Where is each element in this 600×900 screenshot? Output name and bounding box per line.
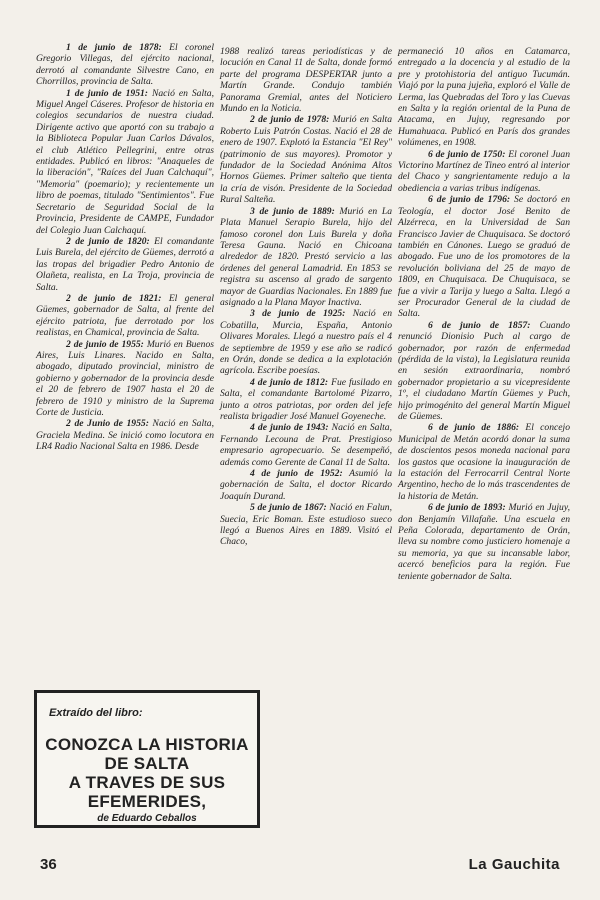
entry-text: Nació en Salta, Fernando Lecouna de Prat. Prestigioso empresario agropecuario. Se desempeñó, además como Gerente de Canal 11 de Salta.: [220, 422, 392, 468]
entry-date: 4 de junio de 1812:: [250, 376, 329, 388]
efemeride-entry: [36, 88, 214, 236]
entry-text: El general Güemes, gobernador de Salta, al frente del ejército patriota, fue derrotado por los realistas, en Chamical, provincia de Salta.: [36, 292, 214, 339]
efemeride-entry: [220, 46, 392, 114]
efemeride-entry: [398, 320, 570, 423]
entry-date: 6 de junio de 1886:: [428, 422, 520, 434]
publication-name: La Gauchita: [468, 856, 560, 873]
efemeride-entry: [220, 422, 392, 468]
entry-date: 1 de junio de 1878:: [66, 42, 162, 53]
entry-date: 4 de junio de 1952:: [250, 468, 343, 480]
efemeride-entry: [220, 308, 392, 376]
entry-date: 2 de junio de 1978:: [250, 114, 330, 126]
entry-date: 6 de junio de 1750:: [428, 148, 506, 160]
entry-text: Asumió la gobernación de Salta, el doctor Ricardo Joaquín Durand.: [220, 468, 392, 502]
entry-text: El comandante Luis Burela, del ejército de Güemes, derrotó a las tropas del brigadier Pedro Antonio de Olañeta, realista, en La Troja, provincia de Salta.: [36, 235, 214, 293]
entry-date: 5 de junio de 1867:: [250, 502, 327, 514]
entry-text: 1988 realizó tareas periodísticas y de locución en Canal 11 de Salta, donde formó parte del programa DESPERTAR junto a Martín Grande. Condujo también Panorama Gremial, antes del Noticiero Mundo en la Noticia.: [220, 46, 392, 115]
efemeride-entry: [36, 339, 214, 419]
efemeride-entry: [220, 114, 392, 205]
efemeride-entry: [398, 422, 570, 502]
entry-text: Fue fusilado en Salta, el comandante Bartolomé Pizarro, junto a otros patriotas, por orden del jefe realista brigadier José Manuel Goyeneche.: [220, 376, 392, 422]
entry-text: El coronel Gregorio Villegas, del ejército nacional, derrotó al comandante Silvestre Cano, en Chorrillos, provincia de Salta.: [36, 42, 214, 88]
efemeride-entry: [36, 293, 214, 339]
efemeride-entry: [398, 194, 570, 319]
page-number: 36: [40, 856, 57, 873]
entry-text: El coronel Juan Victorino Martínez de Tineo entró al interior del Chaco y sangrientamente redujo a la obediencia a varias tribus indígenas.: [398, 148, 570, 194]
efemeride-entry: [398, 502, 570, 582]
entry-text: permaneció 10 años en Catamarca, entregado a la docencia y al estudio de la pre y protohistoria del antiguo Tucumán. Viajó por la puna jujeña, exploró el Valle de Lerma, las Quebradas del Toro y las Cuevas en Salta y la región oriental de la Puna de Atacama, en Jujuy, regresando por Humahuaca. Publicó en París dos grandes volúmenes, en 1908.: [398, 46, 570, 149]
entry-text: Nació en Cobatilla, Murcia, España, Antonio Olivares Morales. Llegó a nuestro país el 4 de septiembre de 1959 y ese año se radicó en Orán, donde se dedica a la explotación agrícola. Escribe poesías.: [220, 308, 392, 377]
book-excerpt-box: [34, 690, 260, 828]
entry-text: Cuando renunció Dionisio Puch al cargo de gobernador, por razón de enfermedad (pérdida de la vista), la Legislatura reunida en sesión extraordinaria, nombró gobernador propietario a su vicepresidente 1º, el ciudadano Martín Güemes y Puch, hijo primogénito del general Martín Miguel de Güemes.: [398, 319, 570, 422]
column-1: [36, 42, 214, 453]
entry-text: Nació en Salta, Graciela Medina. Se inició como locutora en LR4 Radio Nacional Salta en 1986. Desde: [36, 418, 214, 453]
entry-date: 2 de junio de 1820:: [66, 235, 150, 247]
entry-text: Murió en La Plata Manuel Serapio Burela, hijo del famoso coronel don Luis Burela y doña Teresa Gauna. Nació en Chicoana alrededor de 1820. Prestó servicio a las órdenes del general Lamadrid. En 1853 se registra su ascenso al grado de sargento mayor de Guardias Nacionales. En 1889 fue asignado a la Plana Mayor Inactiva.: [220, 205, 392, 308]
entry-text: Murió en Jujuy, don Benjamín Villafañe. Una escuela en Peña Colorada, departamento de Orán, lleva su nombre como justiciero homenaje a su memoria, ya que su incansable labor, acercó beneficios para la región. Fue teniente gobernador de Salta.: [398, 502, 570, 582]
entry-date: 6 de junio de 1857:: [428, 319, 531, 331]
entry-text: El concejo Municipal de Metán acordó donar la suma de doscientos pesos moneda nacional para los gastos que ocasione la inauguración de la estación del Ferrocarril Central Norte Argentino, hecho de lo más trascendentes de la historia de Metán.: [398, 422, 570, 502]
entry-date: 6 de junio de 1893:: [428, 502, 506, 514]
efemeride-entry: [220, 206, 392, 309]
book-title: CONOZCA LA HISTORIA DE SALTA A TRAVES DE SUS EFEMERIDES,: [45, 735, 249, 811]
column-2: [220, 46, 392, 548]
entry-text: Murió en Buenos Aires, Luis Linares. Nacido en Salta, abogado, diputado provincial, ministro de gobierno y gobernador de la provincia desde el 20 de febrero de 1907 hasta el 20 de febrero de 1910 y ministro de la Suprema Corte de Justicia.: [36, 338, 214, 418]
entry-date: 3 de junio de 1889:: [250, 205, 335, 217]
entry-date: 3 de junio de 1925:: [250, 308, 346, 320]
efemeride-entry: [220, 468, 392, 502]
entry-date: 4 de junio de 1943:: [250, 422, 329, 434]
entry-date: 6 de junio de 1796:: [428, 194, 511, 206]
efemeride-entry: [398, 46, 570, 149]
entry-text: Nació en Falun, Suecia, Eric Boman. Este estudioso sueco llegó a Buenos Aires en 1889. Visitó el Chaco,: [220, 502, 392, 548]
entry-text: Nació en Salta, Miguel Angel Cáseres. Profesor de historia en colegios secundarios de nuestra ciudad. Dirigente activo que aportó con su trabajo a la Biblioteca Popular Juan Carlos Dávalos, el club Atlético Pellegrini, entre otras entidades. Publicó en libros: "Anaqueles de la liberación", "Raíces del Juan Calchaquí", "Memoria" (poemario); y recientemente un libro de poemas, titulado "Sentimientos". Fue Secretario de Seguridad Social de la Provincia, Presidente de CAMPE, Fundador del Colegio Juan Calchaquí.: [36, 87, 214, 236]
entry-date: 2 de junio de 1955:: [66, 338, 144, 350]
efemeride-entry: [36, 42, 214, 88]
efemeride-entry: [36, 236, 214, 293]
entry-date: 1 de junio de 1951:: [66, 87, 148, 99]
efemeride-entry: [220, 502, 392, 548]
entry-date: 2 de junio de 1821:: [66, 292, 162, 304]
entry-text: Murió en Salta Roberto Luis Patrón Costas. Nació el 28 de enero de 1907. Explotó la Estancia "El Rey" (patrimonio de sus mayores). Promotor y fundador de la Sociedad Anónima Altos Hornos Güemes. Primer salteño que tienta la cría de visón. Presidente de la Sociedad Rural Salteña.: [220, 114, 392, 206]
box-label: Extraído del libro:: [49, 707, 143, 719]
efemeride-entry: [220, 377, 392, 423]
efemeride-entry: [398, 149, 570, 195]
entry-date: 2 de Junio de 1955:: [66, 418, 149, 430]
entry-text: Se doctoró en Teología, el doctor José Benito de Alzérreca, en la Universidad de San Francisco Javier de Chuquisaca. Se doctoró también en Cánones. Luego se graduó de abogado. Fue uno de los promotores de la revolución boliviana del 25 de mayo de 1809, en Chuquisaca. De Chuquisaca, se fue a vivir a Tarija y luego a Salta. Llegó a ser Procurador General de la ciudad de Salta.: [398, 194, 570, 320]
efemeride-entry: [36, 418, 214, 452]
book-author: de Eduardo Ceballos: [97, 813, 197, 824]
column-3: [398, 46, 570, 582]
